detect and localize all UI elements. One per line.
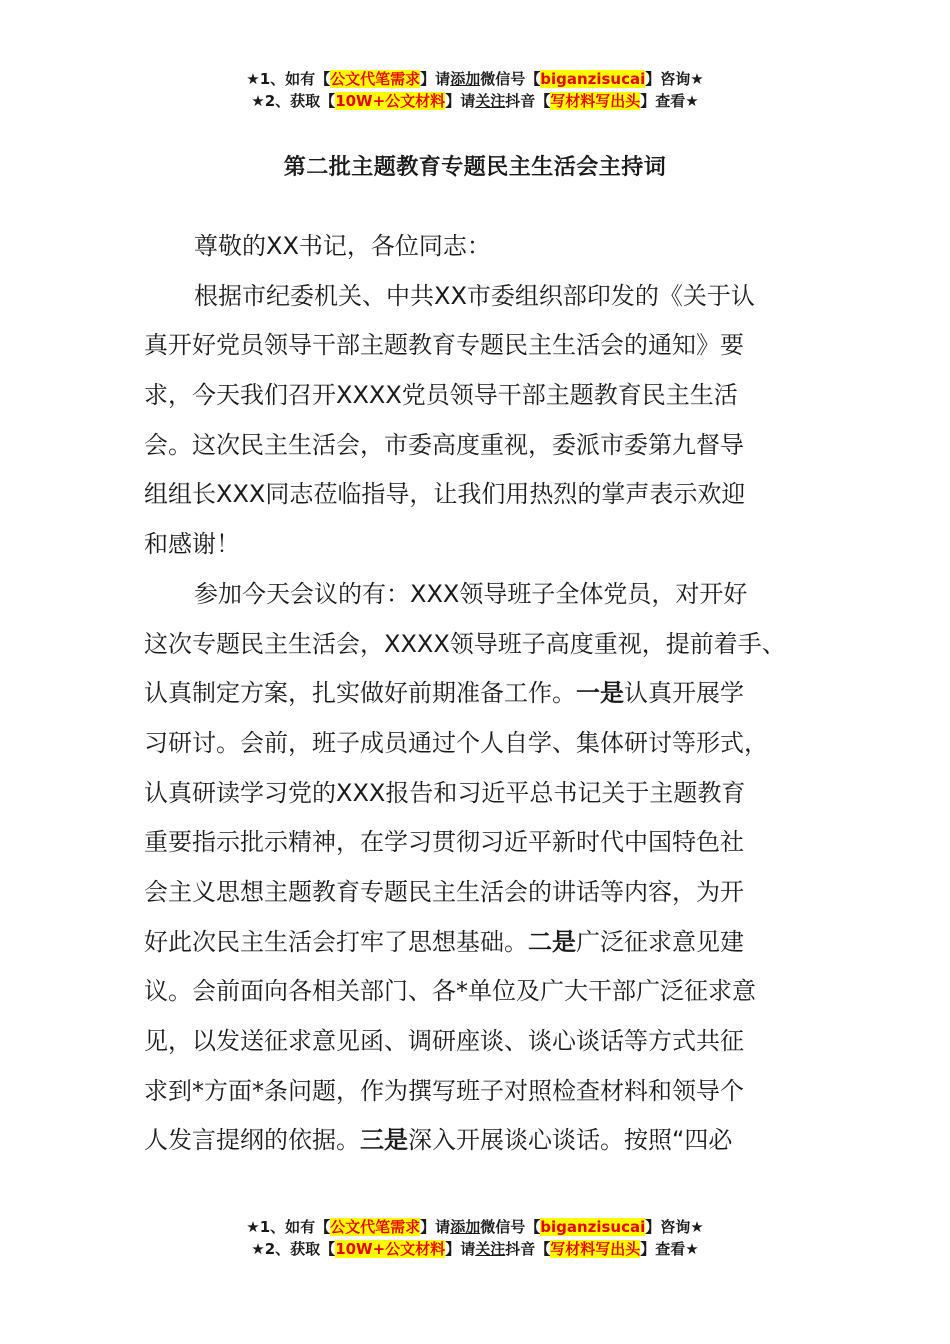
paragraph-line: 会。这次民主生活会，市委高度重视，委派市委第九督导 xyxy=(144,430,744,459)
paragraph-line: 参加今天会议的有：XXX领导班子全体党员，对开好 xyxy=(194,579,748,608)
bold-marker-first: 一是 xyxy=(576,679,624,708)
paragraph-line: 重要指示批示精神，在学习贯彻习近平新时代中国特色社 xyxy=(144,828,744,857)
banner-line-2: ★2、获取【10W+公文材料】请关注抖音【写材料写出头】查看★ xyxy=(251,1240,699,1258)
banner-line-1: ★1、如有【公文代笔需求】请添加微信号【biganzisucai】咨询★ xyxy=(246,1218,704,1236)
paragraph-line: 根据市纪委机关、中共XX市委组织部印发的《关于认 xyxy=(194,281,755,310)
paragraph-line: 好此次民主生活会打牢了思想基础。二是广泛征求意见建 xyxy=(144,927,744,956)
highlight-materials: 10W+公文材料 xyxy=(335,1240,446,1258)
paragraph-line: 见，以发送征求意见函、调研座谈、谈心谈话等方式共征 xyxy=(144,1027,744,1055)
paragraph-line: 人发言提纲的依据。三是深入开展谈心谈话。按照“四必 xyxy=(144,1126,733,1155)
highlight-service: 公文代笔需求 xyxy=(330,1218,421,1236)
highlight-douyin-id: 写材料写出头 xyxy=(550,92,641,110)
paragraph-line: 会主义思想主题教育专题民主生活会的讲话等内容，为开 xyxy=(144,877,744,906)
paragraph-line: 习研讨。会前，班子成员通过个人自学、集体研讨等形式， xyxy=(144,728,768,757)
paragraph-line: 求，今天我们召开XXXX党员领导干部主题教育民主生活 xyxy=(144,381,738,410)
highlight-wechat-id: biganzisucai xyxy=(540,70,646,88)
document-title: 第二批主题教育专题民主生活会主持词 xyxy=(283,155,667,180)
bold-marker-second: 二是 xyxy=(528,927,576,956)
highlight-douyin-id: 写材料写出头 xyxy=(550,1240,641,1258)
paragraph-line: 组组长XXX同志莅临指导，让我们用热烈的掌声表示欢迎 xyxy=(144,480,746,509)
paragraph-line: 认真研读学习党的XXX报告和习近平总书记关于主题教育 xyxy=(144,778,746,807)
header-banner xyxy=(0,68,950,112)
footer-banner xyxy=(0,1216,950,1260)
paragraph-line: 真开好党员领导干部主题教育专题民主生活会的通知》要 xyxy=(144,331,744,360)
paragraph-line: 求到*方面*条问题，作为撰写班子对照检查材料和领导个 xyxy=(144,1076,744,1105)
greeting-line: 尊敬的XX书记，各位同志： xyxy=(194,232,491,260)
highlight-materials: 10W+公文材料 xyxy=(335,92,446,110)
banner-line-1: ★1、如有【公文代笔需求】请添加微信号【biganzisucai】咨询★ xyxy=(246,70,704,88)
banner-line-2: ★2、获取【10W+公文材料】请关注抖音【写材料写出头】查看★ xyxy=(251,92,699,110)
paragraph-line: 议。会前面向各相关部门、各*单位及广大干部广泛征求意 xyxy=(144,977,756,1006)
highlight-service: 公文代笔需求 xyxy=(330,70,421,88)
document-body xyxy=(144,222,804,1166)
paragraph-line: 这次专题民主生活会，XXXX领导班子高度重视，提前着手、 xyxy=(144,629,786,658)
paragraph-line: 和感谢！ xyxy=(144,530,240,559)
highlight-wechat-id: biganzisucai xyxy=(540,1218,646,1236)
paragraph-line: 认真制定方案，扎实做好前期准备工作。一是认真开展学 xyxy=(144,679,744,708)
bold-marker-third: 三是 xyxy=(360,1126,408,1155)
